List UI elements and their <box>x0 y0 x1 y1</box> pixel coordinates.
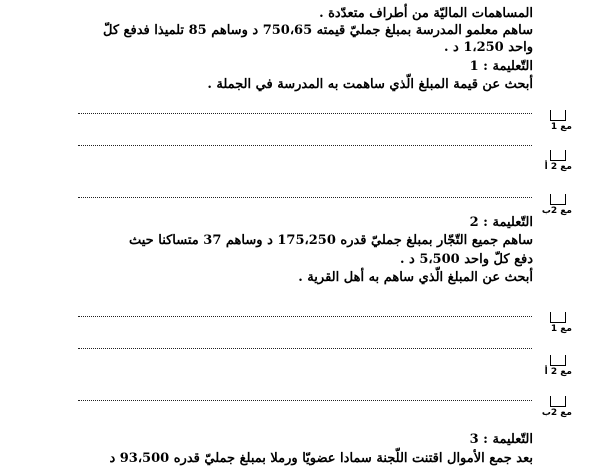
criterion-label: مع 1 <box>550 324 572 334</box>
answer-line-3[interactable] <box>78 197 532 198</box>
criterion-label: مع 2ب <box>541 206 572 216</box>
criterion-box[interactable] <box>550 150 566 161</box>
criterion-2b-sec2 <box>538 396 578 424</box>
problem-2-line-1: ساهم جميع التّجّار بمبلغ جمليّ قدره 175،250 د وساهم 37 متساكنا حيث <box>128 233 533 248</box>
instruction-2-title: التّعليمة : 2 <box>469 215 533 230</box>
criterion-label: مع 2 أ <box>544 162 572 172</box>
answer-line-4[interactable] <box>78 316 532 317</box>
instruction-3-title: التّعليمة : 3 <box>469 432 533 447</box>
instruction-1-title: التّعليمة : 1 <box>469 59 533 74</box>
instruction-1-text: أبحث عن قيمة المبلغ الّذي ساهمت به المدرسة في الجملة . <box>207 77 533 92</box>
criterion-box[interactable] <box>550 355 566 366</box>
problem-3-line-1: بعد جمع الأموال اقتنت اللّجنة سمادا عضويّا ورملا بمبلغ جمليّ قدره 93،500 د <box>109 451 533 466</box>
criterion-2b <box>538 194 578 222</box>
criterion-1-sec2 <box>538 312 578 340</box>
intro-heading: المساهمات الماليّة من أطراف متعدّدة . <box>319 6 533 21</box>
criterion-box[interactable] <box>550 396 566 407</box>
criterion-2a <box>538 150 578 178</box>
instruction-2-text: أبحث عن المبلغ الّذي ساهم به أهل القرية . <box>298 270 533 285</box>
criterion-box[interactable] <box>550 312 566 323</box>
answer-line-5[interactable] <box>78 348 532 349</box>
criterion-label: مع 2ب <box>541 408 572 418</box>
criterion-box[interactable] <box>550 110 566 121</box>
answer-line-1[interactable] <box>78 113 532 114</box>
criterion-2a-sec2 <box>538 355 578 383</box>
criterion-label: مع 1 <box>550 122 572 132</box>
answer-line-2[interactable] <box>78 145 532 146</box>
criterion-label: مع 2 أ <box>544 367 572 377</box>
criterion-1 <box>538 110 578 138</box>
criterion-box[interactable] <box>550 194 566 205</box>
problem-1-line-1: ساهم معلمو المدرسة بمبلغ جمليّ قيمته 750،65 د وساهم 85 تلميذا فدفع كلّ <box>103 23 533 38</box>
problem-1-line-2: واحد 1،250 د . <box>443 40 533 55</box>
answer-line-6[interactable] <box>78 400 532 401</box>
problem-2-line-2: دفع كلّ واحد 5،500 د . <box>399 252 533 267</box>
